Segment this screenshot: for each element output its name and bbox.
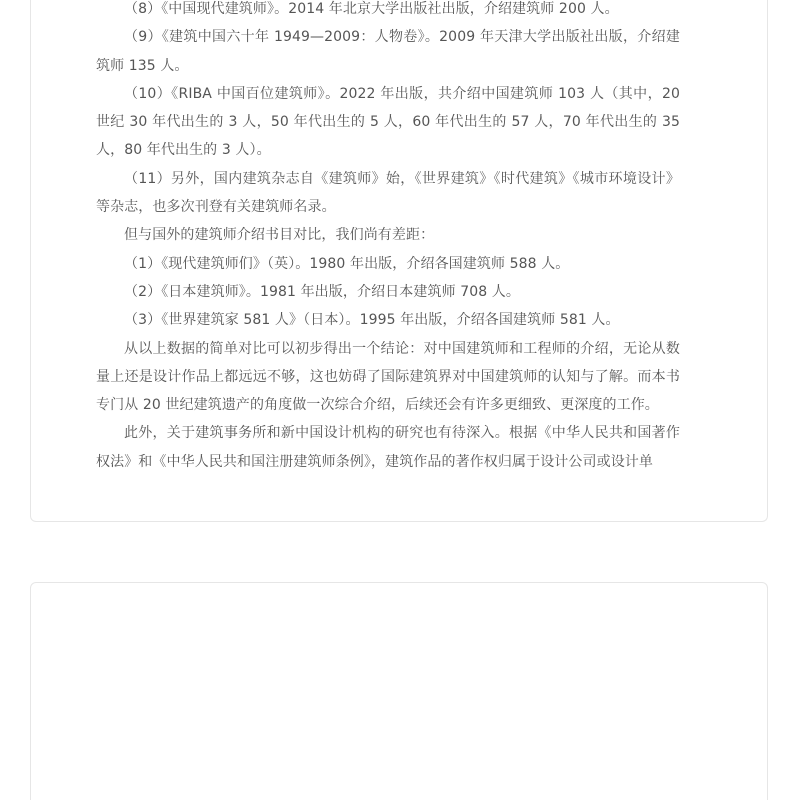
page-text-body: [96, 0, 680, 476]
paragraph: （9）《建筑中国六十年 1949—2009：人物卷》。2009 年天津大学出版社出版，介绍建筑师 135 人。: [96, 29, 680, 74]
paragraph: （1）《现代建筑师们》（英）。1980 年出版，介绍各国建筑师 588 人。: [124, 255, 570, 272]
paragraph: 从以上数据的简单对比可以初步得出一个结论：对中国建筑师和工程师的介绍，无论从数量上还是设计作品上都远远不够，这也妨碍了国际建筑界对中国建筑师的认知与了解。而本书专门从 20 世纪建筑遗产的角度做一次综合介绍，后续还会有许多更细致、更深度的工作。: [96, 340, 680, 414]
paragraph: （10）《RIBA 中国百位建筑师》。2022 年出版，共介绍中国建筑师 103 人（其中，20 世纪 30 年代出生的 3 人，50 年代出生的 5 人，60 年代出生的 57 人，70 年代出生的 35 人，80 年代出生的 3 人）。: [96, 85, 680, 159]
paragraph: （11）另外，国内建筑杂志自《建筑师》始，《世界建筑》《时代建筑》《城市环境设计》等杂志，也多次刊登有关建筑师名录。: [96, 170, 680, 216]
paragraph: 但与国外的建筑师介绍书目对比，我们尚有差距：: [124, 227, 435, 244]
paragraph: （3）《世界建筑家 581 人》（日本）。1995 年出版，介绍各国建筑师 581 人。: [124, 312, 620, 329]
document-page-next: [30, 582, 768, 800]
paragraph: 此外，关于建筑事务所和新中国设计机构的研究也有待深入。根据《中华人民共和国著作权法》和《中华人民共和国注册建筑师条例》，建筑作品的著作权归属于设计公司或设计单: [96, 425, 680, 470]
document-page: [30, 0, 768, 522]
paragraph: （2）《日本建筑师》。1981 年出版，介绍日本建筑师 708 人。: [124, 283, 521, 300]
paragraph: （8）《中国现代建筑师》。2014 年北京大学出版社出版，介绍建筑师 200 人。: [124, 1, 619, 17]
